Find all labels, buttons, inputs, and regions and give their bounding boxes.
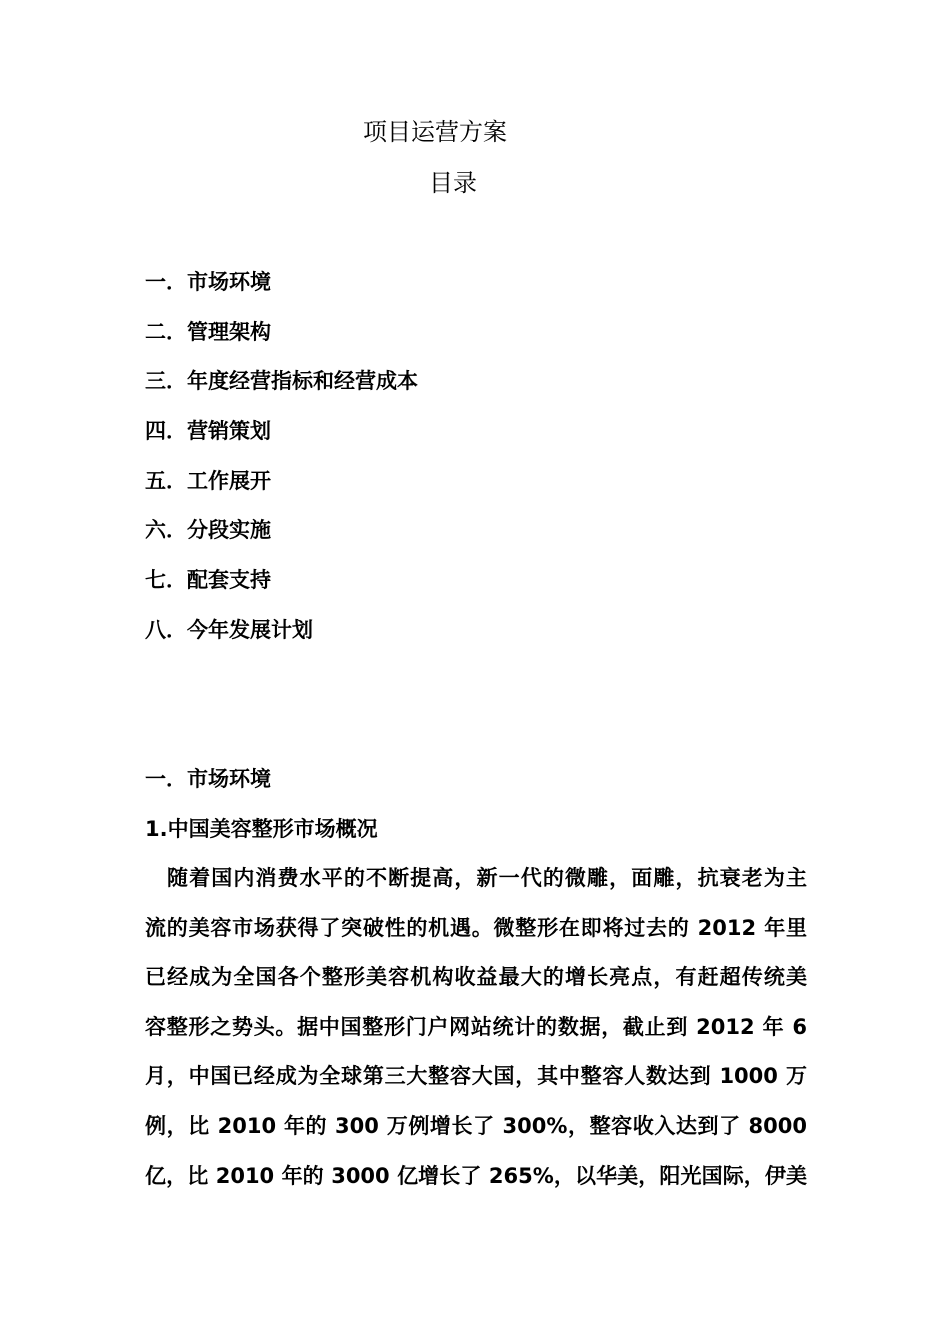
toc-item: 三．年度经营指标和经营成本 bbox=[145, 369, 418, 394]
toc-item: 一．市场环境 bbox=[145, 270, 271, 294]
toc-title: 目录 bbox=[429, 169, 477, 197]
toc-item: 六．分段实施 bbox=[145, 518, 271, 543]
paragraph-line: 容整形之势头。据中国整形门户网站统计的数据，截止到 2012 年 6 bbox=[145, 1014, 807, 1039]
toc-item: 七．配套支持 bbox=[145, 568, 271, 593]
paragraph-line: 流的美容市场获得了突破性的机遇。微整形在即将过去的 2012 年里 bbox=[145, 915, 807, 940]
table-of-contents bbox=[145, 267, 418, 665]
paragraph-line: 月，中国已经成为全球第三大整容大国，其中整容人数达到 1000 万 bbox=[145, 1064, 807, 1089]
toc-item: 八．今年发展计划 bbox=[145, 617, 313, 642]
subsection-heading: 1.中国美容整形市场概况 bbox=[145, 817, 378, 841]
section-heading: 一．市场环境 bbox=[145, 767, 271, 791]
paragraph-line: 已经成为全国各个整形美容机构收益最大的增长亮点，有赶超传统美 bbox=[145, 965, 807, 990]
toc-item: 二．管理架构 bbox=[145, 319, 271, 344]
document-title: 项目运营方案 bbox=[363, 118, 507, 146]
paragraph-line: 例，比 2010 年的 300 万例增长了 300%，整容收入达到了 8000 bbox=[145, 1113, 807, 1138]
paragraph-line: 随着国内消费水平的不断提高，新一代的微雕，面雕，抗衰老为主 bbox=[167, 866, 807, 890]
toc-item: 五．工作展开 bbox=[145, 468, 271, 493]
toc-item: 四．营销策划 bbox=[145, 419, 271, 444]
paragraph-line: 亿，比 2010 年的 3000 亿增长了 265%，以华美，阳光国际，伊美 bbox=[145, 1163, 807, 1188]
body-paragraph bbox=[145, 863, 807, 1210]
